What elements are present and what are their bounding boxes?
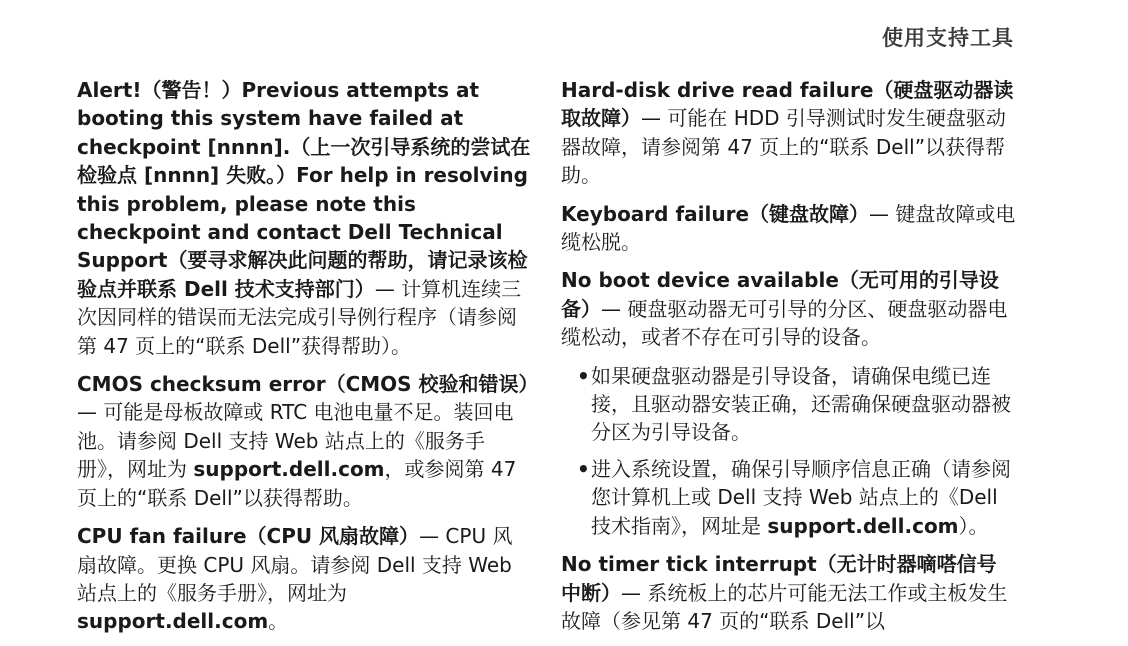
- hdd-paragraph: [561, 76, 1016, 190]
- no-boot-paragraph: [561, 266, 1016, 351]
- hdd-text: — 可能在 HDD 引导测试时发生硬盘驱动器故障，请参阅第 47 页上的“联系 Dell”以获得帮助。: [561, 106, 1006, 188]
- keyboard-paragraph: [561, 200, 1016, 257]
- no-boot-bullet-list: [561, 362, 1016, 540]
- cmos-paragraph: [77, 370, 539, 512]
- cmos-text: — 可能是母板故障或 RTC 电池电量不足。装回电池。请参阅 Dell 支持 Web 站点上的《服务手册》，网址为: [77, 400, 514, 482]
- timer-paragraph: [561, 550, 1016, 635]
- bullet2-support-link[interactable]: support.dell.com: [767, 513, 959, 538]
- bullet2-text-end: ）。: [958, 513, 989, 538]
- bullet2-text: 进入系统设置，确保引导顺序信息正确（请参阅您计算机上或 Dell 支持 Web 站点上的《Dell 技术指南》，网址是: [591, 456, 1011, 538]
- no-boot-text: — 硬盘驱动器无可引导的分区、硬盘驱动器电缆松动，或者不存在可引导的设备。: [561, 296, 1008, 350]
- page-header: 使用支持工具: [882, 26, 1014, 50]
- alert-title: Alert!（警告！）Previous attempts at booting this system have failed at checkpoint [nnnn].（上一次引导系统的尝试在检验点 [nnnn] 失败。）For help in resolving this problem, please note this checkpoint and contact Dell Technical Support（要寻求解决此问题的帮助，请记录该检验点并联系 Dell 技术支持部门）: [77, 78, 531, 301]
- timer-title: No timer tick interrupt（无计时器嘀嗒信号中断）: [561, 552, 997, 605]
- list-item: • 如果硬盘驱动器是引导设备，请确保电缆已连接，且驱动器安装正确，还需确保硬盘驱动器被分区为引导设备。: [577, 362, 1016, 447]
- timer-text: — 系统板上的芯片可能无法工作或主板发生故障（参见第 47 页的“联系 Dell”以: [561, 580, 1008, 633]
- cpu-fan-paragraph: [77, 522, 532, 636]
- right-column: [561, 76, 1016, 645]
- alert-text: — 计算机连续三次因同样的错误而无法完成引导例行程序（请参阅第 47 页上的“联系 Dell”获得帮助）。: [77, 276, 522, 358]
- left-column: [77, 76, 539, 646]
- cpu-fan-text-end: 。: [268, 609, 289, 634]
- no-boot-title: No boot device available（无可用的引导设备）: [561, 268, 999, 321]
- hdd-title: Hard-disk drive read failure（硬盘驱动器读取故障）: [561, 78, 1014, 131]
- cpu-fan-support-link[interactable]: support.dell.com: [77, 609, 269, 634]
- alert-paragraph: [77, 76, 532, 360]
- keyboard-title: Keyboard failure（键盘故障）: [561, 201, 870, 226]
- cpu-fan-title: CPU fan failure（CPU 风扇故障）: [77, 524, 420, 549]
- cmos-title: CMOS checksum error（CMOS 校验和错误）: [77, 372, 539, 397]
- keyboard-text: — 键盘故障或电缆松脱。: [561, 201, 1016, 255]
- cmos-support-link[interactable]: support.dell.com: [193, 457, 385, 482]
- cmos-text-end: ，或参阅第 47 页上的“联系 Dell”以获得帮助。: [77, 457, 517, 510]
- list-item: [577, 455, 1016, 540]
- cpu-fan-text: — CPU 风扇故障。更换 CPU 风扇。请参阅 Dell 支持 Web 站点上的《服务手册》，网址为: [77, 524, 513, 605]
